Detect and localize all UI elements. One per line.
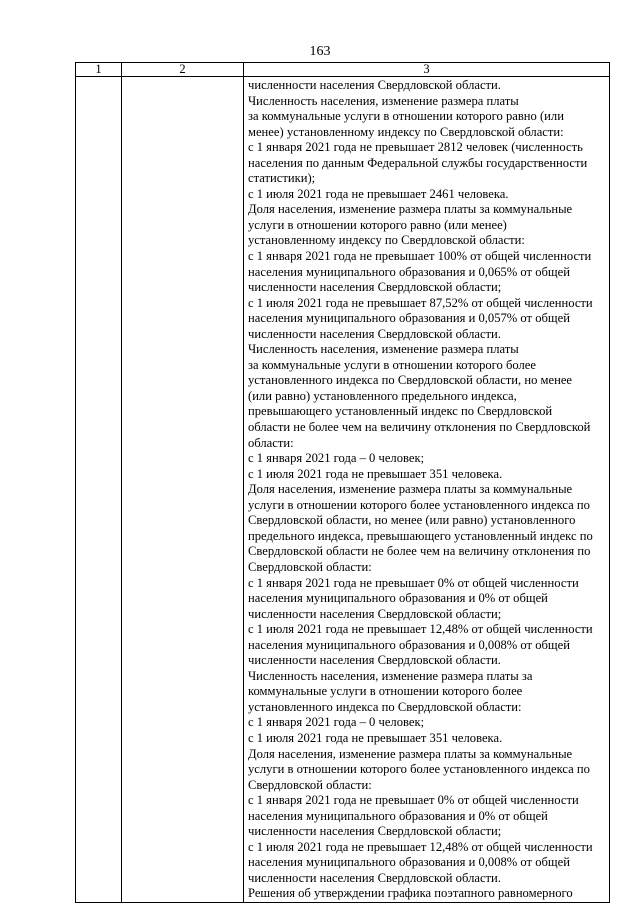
text-line: с 1 января 2021 года не превышает 100% от общей численности xyxy=(248,249,592,264)
column-3-cell xyxy=(244,77,610,903)
table-row xyxy=(76,77,610,903)
text-line: численности населения Свердловской области. xyxy=(248,78,501,92)
column-header-1: 1 xyxy=(76,63,122,77)
text-line: населения муниципального образования и 0,065% от общей xyxy=(248,264,570,279)
table-header-row xyxy=(76,63,610,77)
text-line: услуги в отношении которого более установленного индекса по xyxy=(248,762,590,777)
text-line: предельного индекса, превышающего установленный индекс по xyxy=(248,528,593,543)
text-line: (или равно) установленного предельного индекса, xyxy=(248,388,517,403)
text-line: Свердловской области: xyxy=(248,559,372,574)
text-line: населения муниципального образования и 0% от общей xyxy=(248,808,548,823)
text-line: численности населения Свердловской области. xyxy=(248,870,501,885)
text-line: Свердловской области: xyxy=(248,777,372,792)
text-line: статистики); xyxy=(248,171,316,186)
document-table xyxy=(75,62,610,903)
text-line: области не более чем на величину отклонения по Свердловской xyxy=(248,420,591,435)
column-header-2: 2 xyxy=(122,63,244,77)
text-line: с 1 января 2021 года не превышает 0% от общей численности xyxy=(248,575,579,590)
column-2-cell xyxy=(122,77,244,903)
text-line: населения муниципального образования и 0,057% от общей xyxy=(248,311,570,326)
text-line: превышающего установленный индекс по Свердловской xyxy=(248,404,553,419)
text-line: с 1 июля 2021 года не превышает 351 человека. xyxy=(248,730,503,745)
text-line: области: xyxy=(248,435,294,450)
column-header-3: 3 xyxy=(244,63,610,77)
text-line: численности населения Свердловской области. xyxy=(248,653,501,668)
text-line: с 1 июля 2021 года не превышает 351 человека. xyxy=(248,466,503,481)
text-line: установленному индексу по Свердловской области: xyxy=(248,233,525,248)
text-line: Доля населения, изменение размера платы за коммунальные xyxy=(248,202,573,217)
text-line: Доля населения, изменение размера платы за коммунальные xyxy=(248,482,573,497)
text-line: численности населения Свердловской области. xyxy=(248,326,501,341)
text-line: установленного индекса по Свердловской области, но менее xyxy=(248,373,573,388)
text-line: коммунальные услуги в отношении которого более xyxy=(248,684,523,699)
text-line: Свердловской области, но менее (или равно) установленного xyxy=(248,513,576,528)
text-line: за коммунальные услуги в отношении которого более xyxy=(248,357,536,372)
text-line: населения по данным Федеральной службы государственности xyxy=(248,155,588,170)
text-line: с 1 января 2021 года не превышает 2812 человек (численность xyxy=(248,140,583,155)
text-line: с 1 июля 2021 года не превышает 12,48% от общей численности xyxy=(248,839,593,854)
text-line: услуги в отношении которого равно (или менее) xyxy=(248,217,507,232)
page-number: 163 xyxy=(309,44,331,59)
column-1-cell xyxy=(76,77,122,903)
text-line: населения муниципального образования и 0,008% от общей xyxy=(248,855,570,870)
text-line: Свердловской области не более чем на величину отклонения по xyxy=(248,544,591,559)
text-line: установленного индекса по Свердловской области: xyxy=(248,699,522,714)
cell-text-lines xyxy=(244,77,609,902)
text-line: населения муниципального образования и 0% от общей xyxy=(248,591,548,606)
text-line: с 1 января 2021 года не превышает 0% от общей численности xyxy=(248,793,579,808)
text-line: с 1 января 2021 года – 0 человек; xyxy=(248,451,425,466)
text-line: Численность населения, изменение размера платы xyxy=(248,93,519,108)
text-line: с 1 июля 2021 года не превышает 12,48% от общей численности xyxy=(248,622,593,637)
text-line: численности населения Свердловской области; xyxy=(248,606,502,621)
text-line: численности населения Свердловской области; xyxy=(248,824,502,839)
text-line: населения муниципального образования и 0,008% от общей xyxy=(248,637,570,652)
text-line: с 1 января 2021 года – 0 человек; xyxy=(248,715,425,730)
text-line: Численность населения, изменение размера платы xyxy=(248,342,519,357)
text-line: за коммунальные услуги в отношении которого равно (или xyxy=(248,109,564,124)
text-line: Численность населения, изменение размера платы за xyxy=(248,668,533,683)
text-line: численности населения Свердловской области; xyxy=(248,280,502,295)
text-line: услуги в отношении которого более установленного индекса по xyxy=(248,497,590,512)
text-line: Решения об утверждении графика поэтапного равномерного xyxy=(248,886,573,901)
text-line: с 1 июля 2021 года не превышает 87,52% от общей численности xyxy=(248,295,593,310)
text-line: Доля населения, изменение размера платы за коммунальные xyxy=(248,746,573,761)
text-line: менее) установленному индексу по Свердловской области: xyxy=(248,124,564,139)
text-line: с 1 июля 2021 года не превышает 2461 человека. xyxy=(248,186,509,201)
